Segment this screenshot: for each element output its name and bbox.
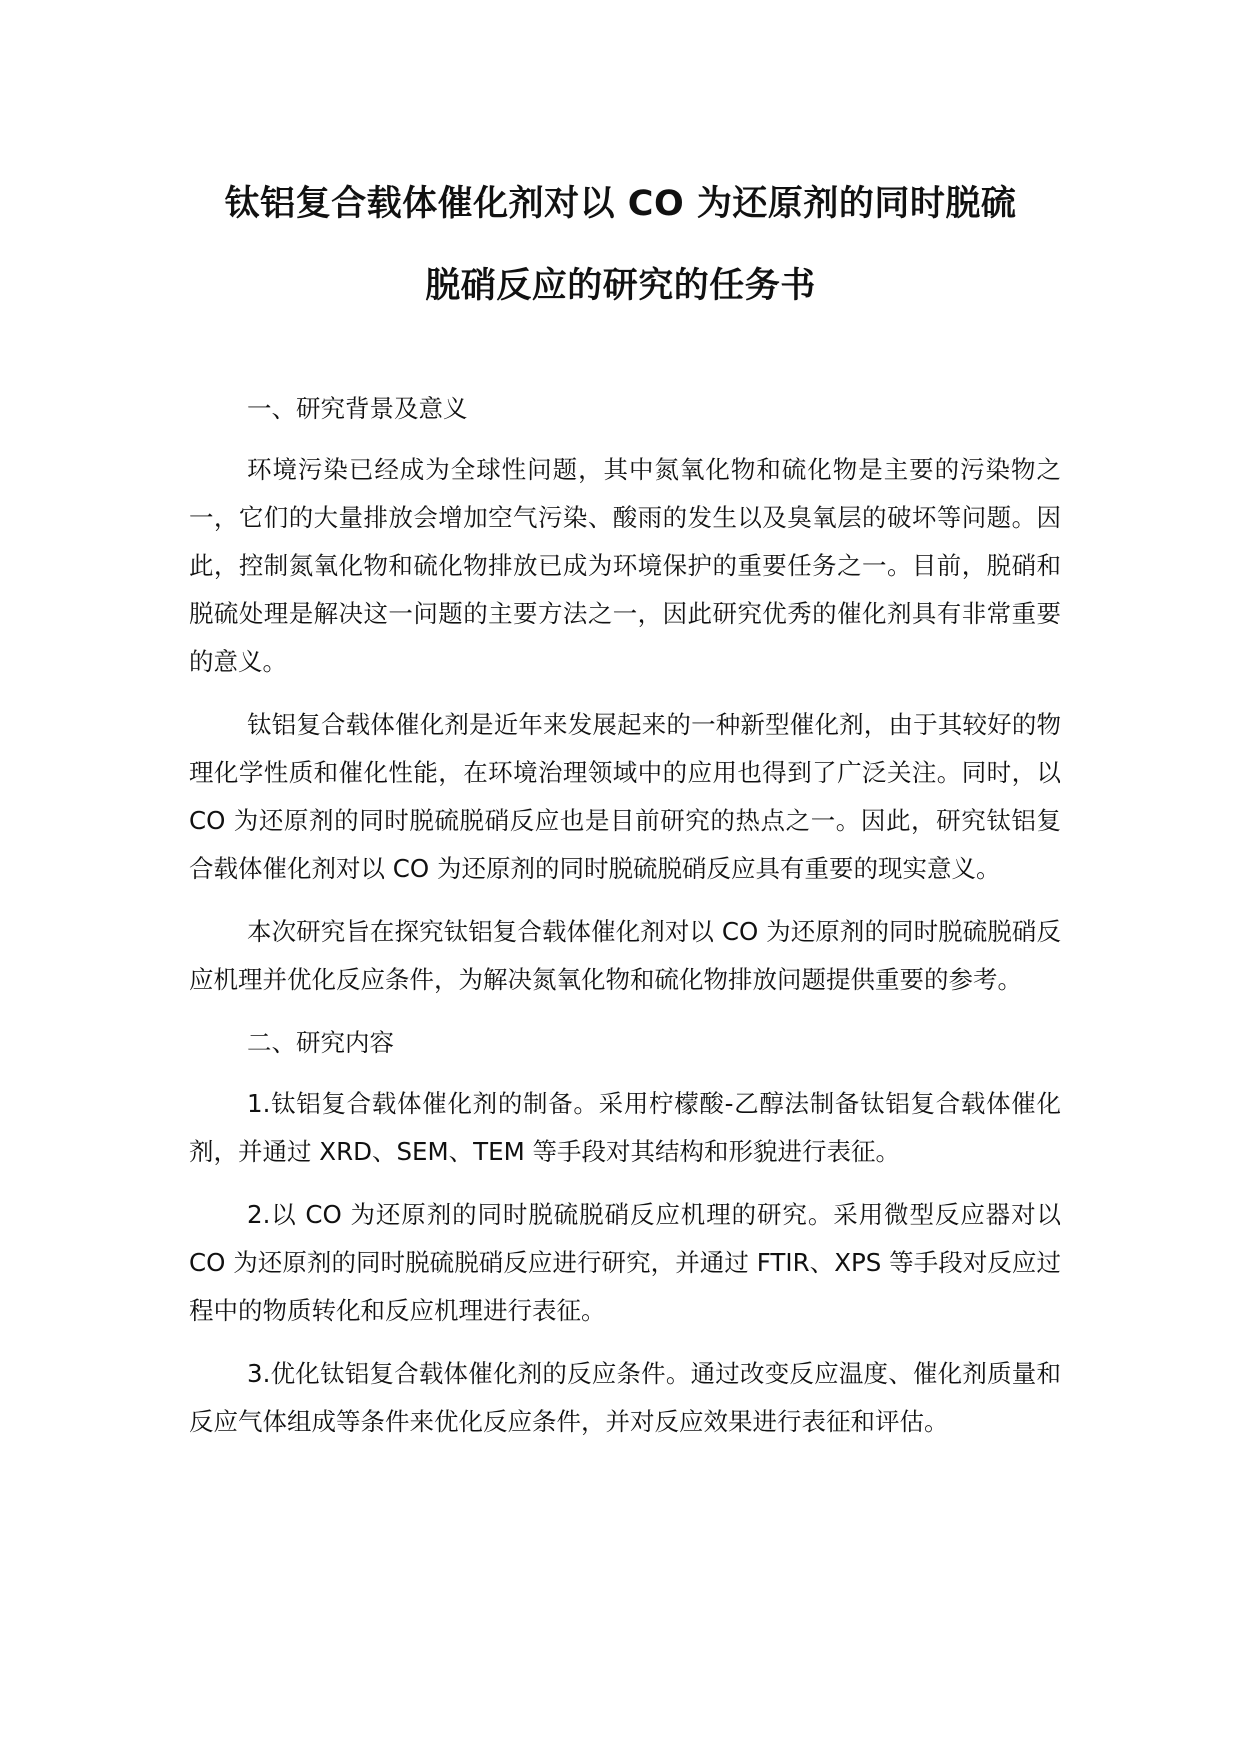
paragraph-background-2: 钛铝复合载体催化剂是近年来发展起来的一种新型催化剂，由于其较好的物理化学性质和催化性能，在环境治理领域中的应用也得到了广泛关注。同时，以 CO 为还原剂的同时脱硫脱硝反应也是目前研究的热点之一。因此，研究钛铝复合载体催化剂对以 CO 为还原剂的同时脱硫脱硝反应具有重要的现实意义。 [189, 710, 1061, 883]
document-title-line-2: 脱硝反应的研究的任务书 [425, 266, 816, 306]
paragraph-content-2: 2.以 CO 为还原剂的同时脱硫脱硝反应机理的研究。采用微型反应器对以 CO 为还原剂的同时脱硫脱硝反应进行研究，并通过 FTIR、XPS 等手段对反应过程中的物质转化和反应机理进行表征。 [189, 1200, 1061, 1325]
section-heading-content: 二、研究内容 [247, 1028, 394, 1057]
paragraph-content-3: 3.优化钛铝复合载体催化剂的反应条件。通过改变反应温度、催化剂质量和反应气体组成等条件来优化反应条件，并对反应效果进行表征和评估。 [189, 1359, 1061, 1436]
paragraph-background-1: 环境污染已经成为全球性问题，其中氮氧化物和硫化物是主要的污染物之一，它们的大量排放会增加空气污染、酸雨的发生以及臭氧层的破坏等问题。因此，控制氮氧化物和硫化物排放已成为环境保护的重要任务之一。目前，脱硝和脱硫处理是解决这一问题的主要方法之一，因此研究优秀的催化剂具有非常重要的意义。 [189, 455, 1061, 676]
paragraph-content-1: 1.钛铝复合载体催化剂的制备。采用柠檬酸-乙醇法制备钛铝复合载体催化剂，并通过 XRD、SEM、TEM 等手段对其结构和形貌进行表征。 [189, 1089, 1061, 1166]
paragraph-background-3: 本次研究旨在探究钛铝复合载体催化剂对以 CO 为还原剂的同时脱硫脱硝反应机理并优化反应条件，为解决氮氧化物和硫化物排放问题提供重要的参考。 [189, 917, 1061, 994]
document-body [189, 385, 1061, 1461]
section-heading-background: 一、研究背景及意义 [247, 394, 468, 423]
document-title-line-1: 钛铝复合载体催化剂对以 CO 为还原剂的同时脱硫 [224, 184, 1017, 224]
